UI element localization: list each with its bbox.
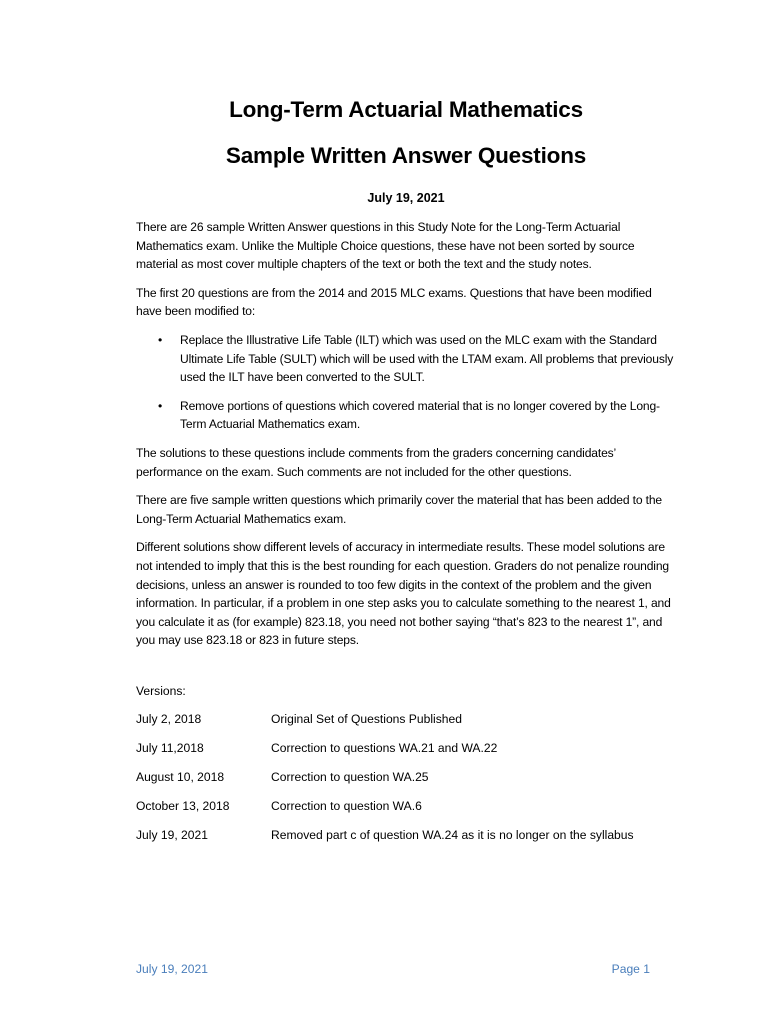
version-date: July 19, 2021 <box>136 827 208 842</box>
page-number: Page 1 <box>611 962 650 976</box>
version-row <box>136 826 676 844</box>
version-row <box>136 739 676 757</box>
document-subtitle: Sample Written Answer Questions <box>225 143 587 168</box>
version-description: Correction to questions WA.21 and WA.22 <box>271 740 498 755</box>
version-row <box>136 768 676 786</box>
version-description: Correction to question WA.6 <box>271 798 422 813</box>
document-date: July 19, 2021 <box>367 191 445 205</box>
version-row <box>136 710 676 728</box>
bullet-icon: • <box>158 332 163 347</box>
footer-date: July 19, 2021 <box>136 962 208 976</box>
list-item-text: Remove portions of questions which covered material that is no longer covered by the Long-Term Actuarial Mathematics exam. <box>180 398 660 432</box>
version-date: July 2, 2018 <box>136 711 202 726</box>
modification-list <box>136 331 676 434</box>
accuracy-paragraph: Different solutions show different levels of accuracy in intermediate results. These model solutions are not intended to imply that this is the best rounding for each question. Graders do not penalize rounding decisions, unless an answer is rounded to too few digits in the context of the problem and the given information. In particular, if a problem in one step asks you to calculate something to the nearest 1, and you calculate it as (for example) 823.18, you need not bother saying “that’s 823 to the nearest 1”, and you may use 823.18 or 823 in future steps. <box>136 540 671 648</box>
version-description: Correction to question WA.25 <box>271 769 429 784</box>
first20-paragraph: The first 20 questions are from the 2014 and 2015 MLC exams. Questions that have been modified have been modified to: <box>136 285 652 319</box>
page-footer <box>136 960 650 978</box>
bullet-icon: • <box>158 398 163 413</box>
versions-heading: Versions: <box>136 683 186 698</box>
solutions-paragraph: The solutions to these questions include comments from the graders concerning candidates’ performance on the exam. Such comments are not included for the other questions. <box>136 445 616 479</box>
version-description: Original Set of Questions Published <box>271 711 462 726</box>
document-title: Long-Term Actuarial Mathematics <box>229 97 583 122</box>
list-item-text: Replace the Illustrative Life Table (ILT) which was used on the MLC exam with the Standard Ultimate Life Table (SULT) which will be used with the LTAM exam. All problems that previously used the ILT have been converted to the SULT. <box>180 332 674 385</box>
page-content <box>136 96 676 844</box>
list-item <box>136 397 676 434</box>
version-date: August 10, 2018 <box>136 769 225 784</box>
version-row <box>136 797 676 815</box>
version-description: Removed part c of question WA.24 as it is no longer on the syllabus <box>271 827 634 842</box>
list-item <box>136 331 676 387</box>
intro-paragraph: There are 26 sample Written Answer questions in this Study Note for the Long-Term Actuarial Mathematics exam. Unlike the Multiple Choice questions, these have not been sorted by source material as most cover multiple chapters of the text or both the text and the study notes. <box>136 220 635 272</box>
five-questions-paragraph: There are five sample written questions which primarily cover the material that has been added to the Long-Term Actuarial Mathematics exam. <box>136 493 662 526</box>
version-date: July 11,2018 <box>136 740 204 755</box>
version-date: October 13, 2018 <box>136 798 230 813</box>
versions-table <box>136 710 676 844</box>
